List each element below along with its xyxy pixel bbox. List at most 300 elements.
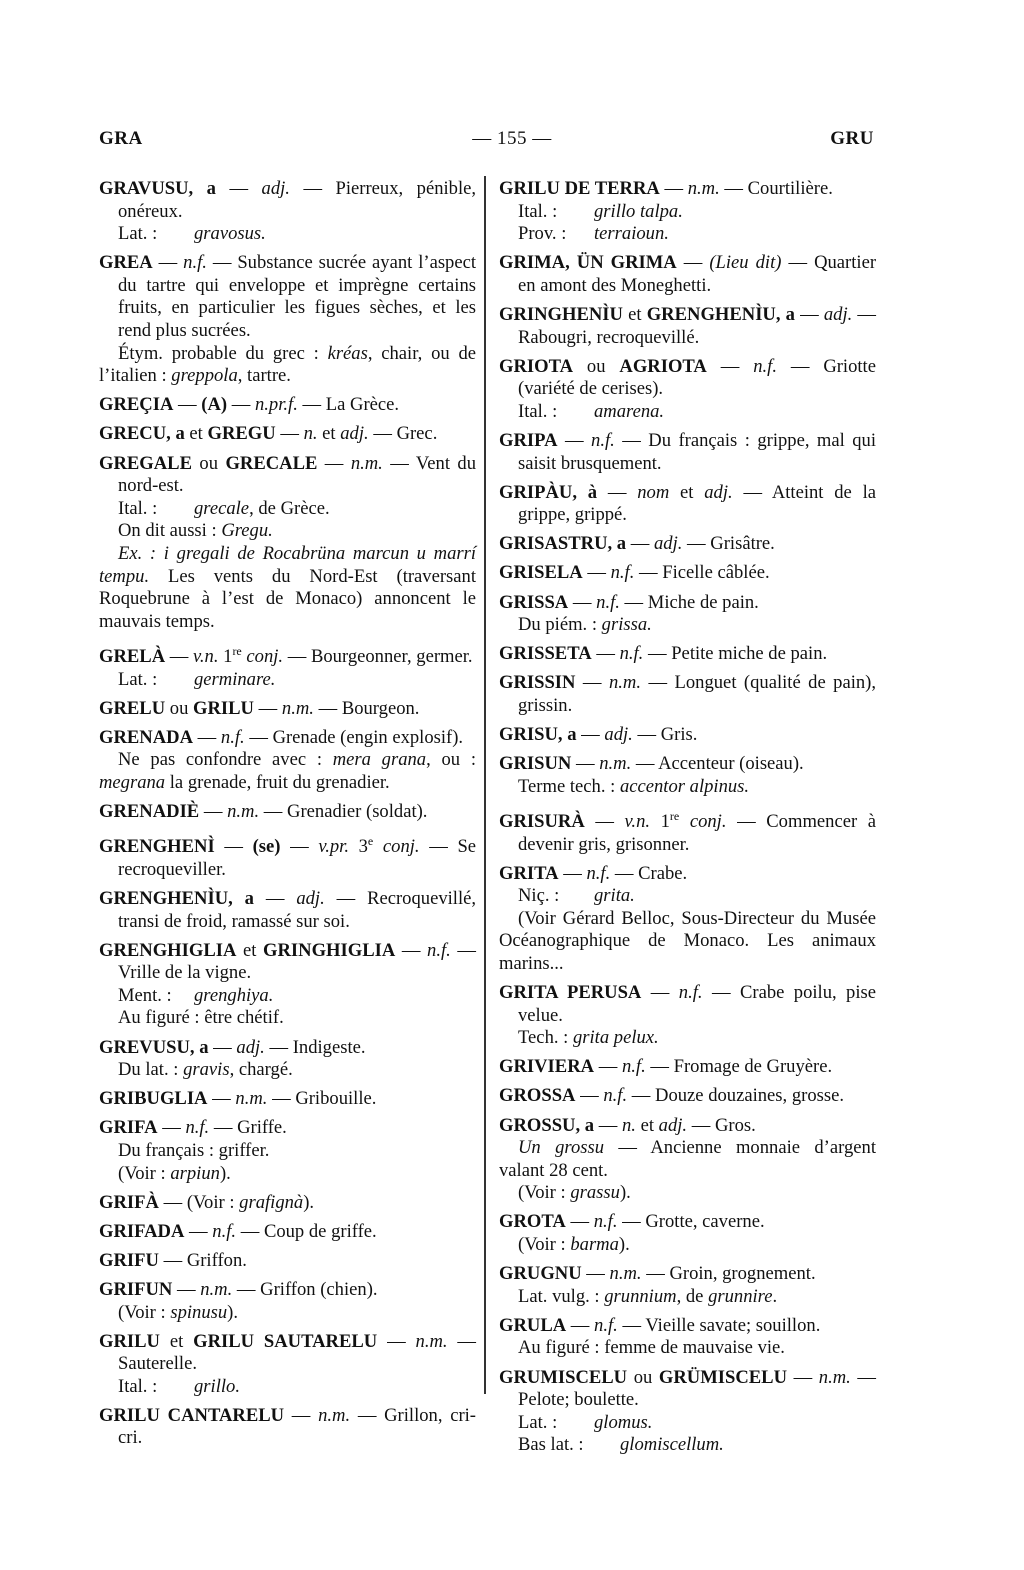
definition: Crabe. xyxy=(638,862,688,884)
headword-variant: GREGU xyxy=(207,423,276,445)
definition: Pierreux, pénible, onéreux. xyxy=(118,178,477,222)
note-text: (Voir : xyxy=(118,1301,171,1323)
dictionary-entry: GRENGHENÌ — (se) — v.pr. 3e conj. — Se recroqueviller. xyxy=(99,834,477,880)
conjunction: ou xyxy=(633,1366,653,1388)
definition: Grenade (engin explosif). xyxy=(272,726,464,748)
note-line xyxy=(499,1027,876,1050)
dictionary-entry: GRIFADA — n.f. — Coup de griffe. xyxy=(99,1220,377,1242)
dictionary-entry: GRIFUN — n.m. — Griffon (chien). (Voir : spinusu). xyxy=(99,1279,476,1324)
grammar-label: n.f. xyxy=(212,1220,237,1242)
note-value: grecale xyxy=(194,497,250,519)
grammar-label: n. xyxy=(303,423,318,445)
headword: GRIFUN xyxy=(99,1278,173,1300)
grammar-conjunction: et xyxy=(322,423,336,445)
note-italic: accentor alpinus. xyxy=(619,775,750,797)
note-value: terraioun. xyxy=(594,223,669,245)
note-line xyxy=(499,1234,876,1257)
dictionary-entry: GRISSIN — n.m. — Longuet (qualité de pain), grissin. xyxy=(499,672,877,716)
note-value: glomiscellum. xyxy=(620,1434,724,1456)
note-text: Du français : griffer. xyxy=(118,1139,270,1161)
grammar-label: n.f. xyxy=(185,1117,210,1139)
conjunction: ou xyxy=(199,452,219,474)
definition: Accenteur (oiseau). xyxy=(658,753,804,775)
headword: GRENGHIGLIA xyxy=(99,939,237,961)
note-value: amarena. xyxy=(594,400,665,422)
headword: GRILU xyxy=(99,1330,160,1352)
definition: Sauterelle. xyxy=(118,1353,197,1375)
conjunction: ou xyxy=(169,697,189,719)
dictionary-entry: GRISURÀ — v.n. 1re conj. — Commencer à devenir gris, grisonner. xyxy=(499,808,876,855)
grammar-label: n.m. xyxy=(318,1404,351,1426)
headword: GRIPA xyxy=(499,429,558,451)
note-italic: grissa. xyxy=(601,614,652,636)
etym-text: Étym. probable du grec : xyxy=(118,342,328,364)
headword: GRELÀ xyxy=(99,645,166,667)
note-line xyxy=(499,1182,876,1205)
note-value: grillo talpa. xyxy=(594,200,683,222)
running-head-right: GRU xyxy=(830,128,874,149)
example-text: Les vents du Nord-Est (traversant Roquebrune à l’est de Monaco) annoncent le mauvais temps. xyxy=(99,565,476,632)
note-suffix: , de Grèce. xyxy=(249,497,330,519)
definition: Gribouille. xyxy=(295,1088,377,1110)
definition: Quartier en amont des Moneghetti. xyxy=(518,252,877,296)
grammar-label: n.m. xyxy=(608,672,642,694)
note-text: . xyxy=(772,1285,778,1307)
dictionary-entry: GREÇIA — (A) — n.pr.f. — La Grèce. xyxy=(99,394,400,416)
dictionary-entry: GRISSETA — n.f. — Petite miche de pain. xyxy=(499,643,828,665)
conjugation-label: conj. xyxy=(382,836,420,858)
note-line xyxy=(99,1140,476,1163)
etymology-note xyxy=(99,223,476,246)
note-line xyxy=(499,776,876,799)
dictionary-entry: GRISU, a — adj. — Gris. xyxy=(499,723,698,745)
dictionary-entry: GRIMA, ÜN GRIMA — (Lieu dit) — Quartier en amont des Moneghetti. xyxy=(499,252,877,296)
headword: GRIVIERA xyxy=(499,1056,595,1078)
page-number: — 155 — xyxy=(472,128,552,149)
grammar-label: n.f. xyxy=(183,252,207,274)
dictionary-entry: GREVUSU, a — adj. — Indigeste. Du lat. : gravis, chargé. xyxy=(99,1037,476,1082)
example-italic: Ex. : i gregali de Rocabrüna marcun u marrí tempu. xyxy=(99,542,476,587)
note-text: Tech. : xyxy=(518,1027,573,1049)
grammar-label: (Lieu dit) xyxy=(709,252,782,274)
note-line xyxy=(499,1337,876,1360)
note-value: germinare. xyxy=(194,668,276,690)
note-value: grillo. xyxy=(194,1375,240,1397)
note-line xyxy=(99,1163,476,1186)
example-italic: Un grossu xyxy=(518,1137,605,1159)
grammar-label: n.f. xyxy=(596,591,620,613)
etym-italic: greppola xyxy=(171,365,238,387)
headword-variant: GRECALE xyxy=(225,452,318,474)
definition: Griffon. xyxy=(186,1249,247,1271)
grammar-label: n.f. xyxy=(594,1314,618,1336)
definition: Groin, grognement. xyxy=(669,1263,816,1285)
dictionary-entry: GRIOTA ou AGRIOTA — n.f. — Griotte (variété de cerises). Ital. : amarena. xyxy=(499,355,876,422)
note-label: Ital. : xyxy=(118,497,158,519)
definition: Coup de griffe. xyxy=(263,1220,377,1242)
grammar-label: n.f. xyxy=(427,939,451,961)
dictionary-entry: GRENGHIGLIA et GRINGHIGLIA — n.f. — Vrille de la vigne. Ment. : grenghiya. Au figuré : être chétif. xyxy=(99,939,476,1029)
dictionary-entry: GRISUN — n.m. — Accenteur (oiseau). Terme tech. : accentor alpinus. xyxy=(499,753,876,798)
example xyxy=(99,543,476,633)
conjunction: et xyxy=(189,423,203,445)
dictionary-entry: GRIBUGLIA — n.m. — Gribouille. xyxy=(99,1088,377,1110)
dictionary-entry: GRIPÀU, à — nom et adj. — Atteint de la grippe, grippé. xyxy=(499,481,876,526)
definition: Bourgeon. xyxy=(341,697,420,719)
note-line xyxy=(99,749,476,794)
grammar-label: n.f. xyxy=(619,643,644,665)
dictionary-entry: GRECU, a et GREGU — n. et adj. — Grec. xyxy=(99,423,438,445)
note-text: Lat. vulg. : xyxy=(518,1285,605,1307)
dictionary-entry: GRIPA — n.f. — Du français : grippe, mal qui saisit brusquement. xyxy=(499,429,877,474)
definition: Vent du nord-est. xyxy=(118,452,477,497)
note-italic: grita pelux. xyxy=(572,1027,659,1049)
dictionary-entry: GREA — n.f. — Substance sucrée ayant l’aspect du tartre qui enveloppe et imprègne certains fruits, en particulier les figues sèches, et les rend plus sucrées. Étym. probable du grec : kréas, chair, ou de l’italien : greppola, tartre. xyxy=(99,252,477,387)
grammar-label: v.pr. xyxy=(318,836,349,858)
grammar-label: v.n. xyxy=(193,645,219,667)
headword: GRUMISCELU xyxy=(499,1366,628,1388)
headword: GRIFÀ xyxy=(99,1191,159,1213)
grammar-label: n.m. xyxy=(687,178,720,199)
headword: GRECU, a xyxy=(99,423,185,445)
headword-qualifier: (A) xyxy=(201,394,228,416)
dictionary-entry: GROSSU, a — n. et adj. — Gros. Un grossu — Ancienne monnaie d’argent valant 28 cent. (Voir : grassu). xyxy=(499,1114,876,1204)
note-italic: spinusu xyxy=(170,1301,228,1323)
etymology-note xyxy=(499,401,876,424)
headword: GRIPÀU, à xyxy=(499,481,598,503)
headword: GRENGHENÌU, a xyxy=(99,888,254,909)
note-value: grita. xyxy=(594,885,635,907)
note-text: Du lat. : xyxy=(118,1059,184,1081)
headword: GREGALE xyxy=(99,452,192,474)
dictionary-entry: GRIFU — Griffon. xyxy=(99,1249,247,1271)
headword: GRIFU xyxy=(99,1249,159,1271)
grammar-label: n.f. xyxy=(593,1211,618,1233)
dictionary-entry: GRILU CANTARELU — n.m. — Grillon, cri-cri. xyxy=(99,1404,476,1449)
note-text: (Voir : xyxy=(518,1182,571,1204)
definition: Longuet (qualité de pain), grissin. xyxy=(518,672,877,716)
running-head-left: GRA xyxy=(99,128,143,149)
conjugation-suffix: re xyxy=(232,643,242,658)
dictionary-entry: GRUMISCELU ou GRÜMISCELU — n.m. — Pelote; boulette. Lat. : glomus. Bas lat. : glomiscellum. xyxy=(499,1366,876,1456)
definition: Fromage de Gruyère. xyxy=(673,1056,833,1078)
dictionary-entry: GRULA — n.f. — Vieille savate; souillon. Au figuré : femme de mauvaise vie. xyxy=(499,1315,876,1360)
note-italic: mera grana xyxy=(332,749,427,771)
definition: Petite miche de pain. xyxy=(671,643,828,665)
headword: GRISASTRU, a xyxy=(499,533,627,555)
grammar-label: n.m. xyxy=(415,1330,448,1352)
definition: Pelote; boulette. xyxy=(518,1389,639,1411)
note-italic: gravis xyxy=(183,1059,230,1081)
note-label: Lat. : xyxy=(118,668,158,690)
grammar-label: n.f. xyxy=(678,982,703,1004)
conjunction: et xyxy=(628,303,642,325)
dictionary-entry: GRITA — n.f. — Crabe. Niç. : grita. (Voir Gérard Belloc, Sous-Directeur du Musée Océanographique de Monaco. Les animaux marins... xyxy=(499,862,876,974)
dictionary-entry: GROTA — n.f. — Grotte, caverne. (Voir : barma). xyxy=(499,1211,876,1256)
definition: Courtilière. xyxy=(747,178,833,199)
definition: ). xyxy=(303,1191,315,1213)
definition: Douze douzaines, grosse. xyxy=(655,1085,844,1107)
headword: GRISSETA xyxy=(499,643,592,665)
note-line xyxy=(99,520,476,543)
definition: Griffe. xyxy=(237,1117,287,1139)
dictionary-entry: GRISELA — n.f. — Ficelle câblée. xyxy=(499,562,770,584)
grammar-label: n.f. xyxy=(603,1085,628,1107)
example xyxy=(499,908,876,976)
note-italic: grunnire xyxy=(708,1285,773,1307)
grammar-label: n.f. xyxy=(753,355,777,377)
conjunction: et xyxy=(243,939,257,961)
headword-variant: AGRIOTA xyxy=(619,355,707,377)
etymology-note xyxy=(499,201,876,224)
conjunction: ou xyxy=(586,355,606,377)
grammar-label: n.pr.f. xyxy=(254,394,298,416)
grammar-conjunction: et xyxy=(680,481,694,503)
note-line xyxy=(99,1007,476,1030)
definition: Grillon, cri-cri. xyxy=(118,1404,476,1449)
grammar-label: n.f. xyxy=(220,726,245,748)
cross-reference: grafignà xyxy=(239,1191,304,1213)
definition: Grisâtre. xyxy=(710,533,775,555)
definition: Miche de pain. xyxy=(647,591,759,613)
note-text: Au figuré : être chétif. xyxy=(118,1007,284,1029)
dictionary-entry: GRELÀ — v.n. 1re conj. — Bourgeonner, germer. Lat. : germinare. xyxy=(99,640,476,691)
definition: Ficelle câblée. xyxy=(662,562,770,584)
headword: GREA xyxy=(99,252,153,274)
grammar-label: adj. xyxy=(704,481,733,503)
dictionary-entry: GRIVIERA — n.f. — Fromage de Gruyère. xyxy=(499,1056,833,1078)
dictionary-entry: GRUGNU — n.m. — Groin, grognement. Lat. vulg. : grunnium, de grunnire. xyxy=(499,1263,876,1308)
left-column xyxy=(99,178,476,1457)
definition: Recroquevillé, transi de froid, ramassé sur soi. xyxy=(118,888,477,932)
note-text: (Voir : xyxy=(118,1162,171,1184)
definition: Bourgeonner, germer. xyxy=(310,645,473,667)
note-line xyxy=(499,1286,876,1309)
headword: GREVUSU, a xyxy=(99,1036,209,1058)
note-italic: Gregu. xyxy=(221,520,273,542)
definition: Gris. xyxy=(660,723,698,745)
headword: GRINGHENÌU xyxy=(499,303,623,325)
etymology-note xyxy=(499,223,876,246)
note-text: Au figuré : femme de mauvaise vie. xyxy=(518,1337,785,1359)
grammar-label: n.m. xyxy=(609,1263,642,1285)
note-label: Ment. : xyxy=(118,984,172,1006)
definition: Rabougri, recroquevillé. xyxy=(518,326,700,348)
note-label: Ital. : xyxy=(118,1375,158,1397)
definition: Du français : grippe, mal qui saisit brusquement. xyxy=(518,429,877,474)
headword: GROSSA xyxy=(499,1085,576,1107)
definition: La Grèce. xyxy=(325,394,400,416)
dictionary-entry: GRAVUSU, a — adj. — Pierreux, pénible, onéreux. Lat. : gravosus. xyxy=(99,178,477,245)
headword: GRIOTA xyxy=(499,355,574,377)
headword: GRISUN xyxy=(499,753,572,775)
headword: GRITA PERUSA xyxy=(499,982,642,1004)
grammar-label: adj. xyxy=(261,178,290,199)
headword: GRENADA xyxy=(99,726,194,748)
headword: GRILU DE TERRA xyxy=(499,178,660,199)
dictionary-entry: GRENGHENÌU, a — adj. — Recroquevillé, transi de froid, ramassé sur soi. xyxy=(99,888,477,932)
headword: GRENGHENÌ xyxy=(99,836,215,858)
etymology-note xyxy=(99,1376,476,1399)
etymology-note xyxy=(499,885,876,908)
headword: GRIFA xyxy=(99,1117,158,1139)
dictionary-entry: GRIFA — n.f. — Griffe. Du français : griffer. (Voir : arpiun). xyxy=(99,1117,476,1185)
etymology-line xyxy=(99,343,476,388)
etymology-note xyxy=(499,1434,876,1457)
headword: GRULA xyxy=(499,1314,567,1336)
note-label: Ital. : xyxy=(518,200,558,222)
note-italic: grunnium xyxy=(604,1285,677,1307)
grammar-label: n. xyxy=(621,1114,636,1136)
dictionary-entry: GROSSA — n.f. — Douze douzaines, grosse. xyxy=(499,1085,844,1107)
definition: Atteint de la grippe, grippé. xyxy=(518,481,876,526)
note-italic: barma xyxy=(570,1234,619,1256)
conjugation-number: 3 xyxy=(358,836,368,858)
note-value: glomus. xyxy=(594,1411,653,1433)
grammar-label: v.n. xyxy=(624,810,651,832)
definition: Crabe poilu, pise velue. xyxy=(518,982,877,1026)
headword-variant: GRÜMISCELU xyxy=(658,1366,787,1388)
note-text: ). xyxy=(619,1182,631,1204)
example-text: (Voir Gérard Belloc, Sous-Directeur du Musée Océanographique de Monaco. Les animaux marins... xyxy=(499,907,876,974)
headword: GRELU xyxy=(99,697,166,719)
note-label: Ital. : xyxy=(518,400,558,422)
conjugation-number: 1 xyxy=(660,810,670,832)
headword: GRISSIN xyxy=(499,672,576,694)
grammar-label: n.m. xyxy=(227,801,260,823)
note-text: On dit aussi : xyxy=(118,520,222,542)
definition: Grec. xyxy=(396,423,438,445)
example-text: — Ancienne monnaie d’argent valant 28 cent. xyxy=(499,1137,876,1181)
headword: GRIBUGLIA xyxy=(99,1088,208,1110)
etymology-note xyxy=(99,985,476,1008)
note-text: Terme tech. : xyxy=(518,775,620,797)
definition: Grenadier (soldat). xyxy=(287,801,428,823)
headword: GRITA xyxy=(499,862,559,884)
grammar-label: n.f. xyxy=(610,562,635,584)
dictionary-entry: GRELU ou GRILU — n.m. — Bourgeon. xyxy=(99,697,420,719)
note-italic: grassu xyxy=(570,1182,620,1204)
note-text: (Voir : xyxy=(518,1234,571,1256)
headword: GRENADIÈ xyxy=(99,801,200,823)
conjugation-suffix: re xyxy=(669,808,680,823)
headword-variant: GRENGHENÌU, a xyxy=(646,303,795,325)
note-line xyxy=(99,1302,476,1325)
definition: Vieille savate; souillon. xyxy=(645,1314,821,1336)
etym-text: , tartre. xyxy=(237,365,291,387)
grammar-label: n.f. xyxy=(591,429,615,451)
dictionary-entry: GRILU DE TERRA — n.m. — Courtilière. Ital. : grillo talpa. Prov. : terraioun. xyxy=(499,178,876,246)
note-label: Lat. : xyxy=(118,223,158,245)
dictionary-entry: GRINGHENÌU et GRENGHENÌU, a — adj. — Rabougri, recroquevillé. xyxy=(499,303,877,348)
note-text: , de xyxy=(676,1285,709,1307)
note-label: Lat. : xyxy=(518,1411,558,1433)
right-column xyxy=(499,178,876,1463)
definition: Indigeste. xyxy=(292,1036,366,1058)
dictionary-entry: GRENADIÈ — n.m. — Grenadier (soldat). xyxy=(99,801,428,823)
grammar-label: n.f. xyxy=(621,1056,646,1078)
definition: Griotte (variété de cerises). xyxy=(518,355,876,400)
note-text: , chargé. xyxy=(229,1059,293,1081)
definition: Commencer à devenir gris, grisonner. xyxy=(518,810,876,855)
grammar-conjunction: et xyxy=(640,1114,654,1136)
dictionary-entry: GRIFÀ — (Voir : grafignà). xyxy=(99,1191,315,1213)
grammar-label: n.m. xyxy=(281,697,314,719)
definition: Gros. xyxy=(714,1114,756,1136)
note-text: ). xyxy=(227,1301,239,1323)
grammar-label: n.m. xyxy=(818,1366,851,1388)
definition: Se recroqueviller. xyxy=(118,836,477,880)
note-label: Bas lat. : xyxy=(518,1434,584,1456)
grammar-label: nom xyxy=(637,481,670,503)
note-line xyxy=(99,1059,476,1082)
headword: GRIFADA xyxy=(99,1220,185,1242)
note-text: Ne pas confondre avec : xyxy=(118,749,333,771)
headword: GRISELA xyxy=(499,562,583,584)
headword: GRUGNU xyxy=(499,1263,582,1285)
headword: GROTA xyxy=(499,1211,566,1233)
dictionary-entry: GRILU et GRILU SAUTARELU — n.m. — Sauterelle. Ital. : grillo. xyxy=(99,1330,477,1397)
note-value: grenghiya. xyxy=(194,984,274,1006)
headword-variant: GRILU SAUTARELU xyxy=(193,1330,378,1352)
headword: GRIMA, ÜN GRIMA xyxy=(499,252,677,274)
note-line xyxy=(499,614,876,637)
headword: GRISURÀ xyxy=(499,810,585,832)
definition: Griffon (chien). xyxy=(260,1278,378,1300)
dictionary-entry: GRISSA — n.f. — Miche de pain. Du piém. : grissa. xyxy=(499,592,876,637)
definition: Grotte, caverne. xyxy=(645,1211,765,1233)
note-value: gravosus. xyxy=(194,223,266,245)
etymology-note xyxy=(99,498,476,521)
column-divider xyxy=(484,176,486,1394)
definition: Substance sucrée ayant l’aspect du tartre qui enveloppe et imprègne certains fruits, en particulier les figues sèches, et les rend plus sucrées. xyxy=(118,252,477,342)
note-text: ). xyxy=(618,1234,630,1256)
headword-variant: GRILU xyxy=(193,697,254,719)
dictionary-entry: GRISASTRU, a — adj. — Grisâtre. xyxy=(499,533,775,555)
headword: GREÇIA xyxy=(99,394,174,416)
dictionary-entry: GRENADA — n.f. — Grenade (engin explosif). Ne pas confondre avec : mera grana, ou : megrana la grenade, fruit du grenadier. xyxy=(99,726,476,793)
grammar-label: adj. xyxy=(340,423,369,445)
headword-variant: GRINGHIGLIA xyxy=(263,939,396,961)
note-text: ). xyxy=(219,1162,231,1184)
conjugation-label: conj. xyxy=(689,810,727,832)
note-label: Prov. : xyxy=(518,223,567,245)
definition: Vrille de la vigne. xyxy=(118,962,252,984)
conjunction: et xyxy=(169,1330,184,1352)
conjugation-label: conj. xyxy=(246,645,284,667)
dictionary-entry: GRITA PERUSA — n.f. — Crabe poilu, pise velue. Tech. : grita pelux. xyxy=(499,982,877,1049)
dictionary-entry: GREGALE ou GRECALE — n.m. — Vent du nord-est. Ital. : grecale, de Grèce. On dit aussi : Gregu. Ex. : i gregali de Rocabrüna marcun u marrí tempu. Les vents du Nord-Est (traversant Roquebrune à l’est de Monaco) annoncent le mauvais temps. xyxy=(99,452,477,632)
etymology-note xyxy=(499,1412,876,1435)
definition: (Voir : xyxy=(186,1191,240,1213)
note-italic: megrana xyxy=(99,771,166,793)
etym-text: , chair, ou de l’italien : xyxy=(99,342,476,387)
headword: GRAVUSU, a xyxy=(99,178,216,199)
grammar-label: adj. xyxy=(658,1114,688,1136)
grammar-label: n.m. xyxy=(235,1088,268,1110)
grammar-label: adj. xyxy=(236,1036,265,1058)
headword: GRISSA xyxy=(499,591,569,613)
grammar-label: adj. xyxy=(604,723,633,745)
grammar-label: adj. xyxy=(823,303,853,325)
grammar-label: n.f. xyxy=(586,862,611,884)
etym-italic: kréas xyxy=(327,342,368,364)
conjugation-suffix: e xyxy=(367,834,374,849)
note-label: Niç. : xyxy=(518,885,560,907)
grammar-label: adj. xyxy=(296,888,325,909)
conjugation-number: 1 xyxy=(223,645,233,667)
headword: GROSSU, a xyxy=(499,1114,595,1136)
